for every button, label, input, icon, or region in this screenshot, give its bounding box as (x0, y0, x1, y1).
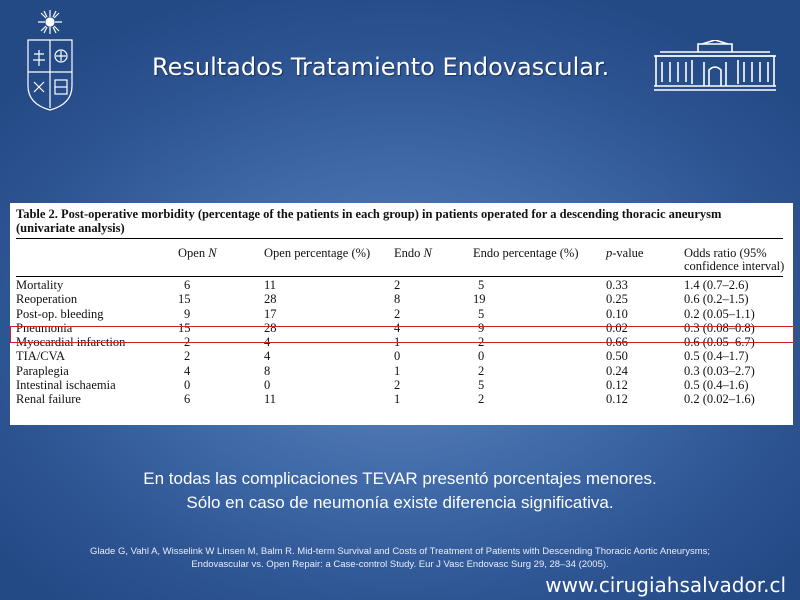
cell-odds-ratio: 0.3 (0.03–2.7) (684, 363, 755, 378)
table-row (16, 364, 787, 378)
header-open-n: Open N (178, 246, 217, 260)
cell-open-n: 15 (178, 320, 191, 335)
cell-open-pct: 11 (264, 392, 277, 407)
hospital-building-logo (652, 40, 778, 92)
header-odds-ratio: Odds ratio (95% confidence interval) (684, 246, 785, 273)
cell-open-pct: 8 (264, 363, 271, 378)
reference-citation (20, 545, 780, 571)
cell-endo-pct: 2 (478, 392, 485, 407)
summary-line-1: En todas las complicaciones TEVAR presentó porcentajes menores. (143, 469, 657, 488)
cell-p-value: 0.24 (606, 363, 628, 378)
cell-open-pct: 28 (264, 320, 277, 335)
cell-endo-n: 1 (394, 335, 401, 350)
table-caption: Table 2. Post-operative morbidity (percentage of the patients in each group) in patients operated for a descending thoracic aneurysm (univariate analysis) (16, 207, 783, 239)
cell-odds-ratio: 0.3 (0.08–0.8) (684, 320, 755, 335)
header-endo-percentage: Endo percentage (%) (473, 246, 579, 260)
row-label: Paraplegia (16, 363, 69, 378)
cell-open-n: 2 (184, 335, 191, 350)
cell-p-value: 0.02 (606, 320, 628, 335)
cell-open-pct: 17 (264, 306, 277, 321)
cell-endo-n: 2 (394, 278, 401, 292)
cell-endo-pct: 5 (478, 378, 485, 393)
row-label: Post-op. bleeding (16, 306, 104, 321)
table-row (16, 349, 787, 363)
cell-odds-ratio: 1.4 (0.7–2.6) (684, 278, 749, 292)
pneumonia-highlight-box (10, 326, 794, 343)
cell-odds-ratio: 0.5 (0.4–1.6) (684, 378, 749, 393)
table-row (16, 378, 787, 392)
cell-odds-ratio: 0.2 (0.05–1.1) (684, 306, 755, 321)
cell-open-pct: 0 (264, 378, 271, 393)
cell-p-value: 0.25 (606, 292, 628, 307)
cell-open-pct: 28 (264, 292, 277, 307)
cell-endo-pct: 19 (473, 292, 486, 307)
cell-endo-pct: 2 (478, 363, 485, 378)
university-crest-logo (22, 8, 78, 112)
table-row (16, 307, 787, 321)
slide-title: Resultados Tratamiento Endovascular. (152, 53, 610, 81)
table-row (16, 292, 787, 306)
cell-endo-pct: 2 (478, 335, 485, 350)
website-url: www.cirugiahsalvador.cl (545, 573, 786, 597)
cell-p-value: 0.12 (606, 378, 628, 393)
cell-open-pct: 4 (264, 335, 271, 350)
cell-endo-n: 2 (394, 378, 401, 393)
row-label: TIA/CVA (16, 349, 66, 364)
cell-p-value: 0.50 (606, 349, 628, 364)
cell-open-n: 6 (184, 392, 191, 407)
cell-endo-n: 1 (394, 392, 401, 407)
cell-open-pct: 11 (264, 278, 277, 292)
cell-endo-n: 4 (394, 320, 401, 335)
cell-odds-ratio: 0.5 (0.4–1.7) (684, 349, 749, 364)
table-row (16, 392, 787, 406)
row-label: Reoperation (16, 292, 78, 307)
cell-open-n: 4 (184, 363, 191, 378)
cell-endo-n: 8 (394, 292, 401, 307)
cell-endo-pct: 5 (478, 278, 485, 292)
reference-line-2: Endovascular vs. Open Repair: a Case-control Study. Eur J Vasc Endovasc Surg 29, 28–34 (2005). (191, 559, 609, 570)
header-open-percentage: Open percentage (%) (264, 246, 371, 260)
cell-endo-n: 1 (394, 363, 401, 378)
row-label: Mortality (16, 278, 64, 292)
cell-open-n: 0 (184, 378, 191, 393)
cell-odds-ratio: 0.2 (0.02–1.6) (684, 392, 755, 407)
header-endo-n: Endo N (394, 246, 432, 260)
morbidity-table (10, 203, 793, 425)
cell-p-value: 0.12 (606, 392, 628, 407)
cell-open-n: 9 (184, 306, 191, 321)
cell-endo-pct: 0 (478, 349, 485, 364)
cell-open-n: 6 (184, 278, 191, 292)
row-label: Renal failure (16, 392, 81, 407)
reference-line-1: Glade G, Vahl A, Wisselink W Linsen M, Balm R. Mid-term Survival and Costs of Treatment of Patients with Descending Thoracic Aortic Aneurysms; (89, 546, 711, 557)
cell-endo-n: 2 (394, 306, 401, 321)
cell-open-n: 2 (184, 349, 191, 364)
cell-p-value: 0.10 (606, 306, 628, 321)
cell-open-n: 15 (178, 292, 191, 307)
summary-line-2: Sólo en caso de neumonía existe diferencia significativa. (186, 493, 614, 512)
cell-odds-ratio: 0.6 (0.2–1.5) (684, 292, 749, 307)
cell-endo-pct: 9 (478, 320, 485, 335)
cell-endo-n: 0 (394, 349, 401, 364)
row-label: Pneumonia (16, 320, 73, 335)
table-row (16, 278, 787, 292)
cell-p-value: 0.66 (606, 335, 628, 350)
header-p-value: p-value (606, 246, 644, 260)
cell-odds-ratio: 0.6 (0.05–6.7) (684, 335, 755, 350)
cell-p-value: 0.33 (606, 278, 628, 292)
row-label: Intestinal ischaemia (16, 378, 116, 393)
table-header-row (16, 244, 783, 277)
cell-open-pct: 4 (264, 349, 271, 364)
row-label: Myocardial infarction (16, 335, 126, 350)
cell-endo-pct: 5 (478, 306, 485, 321)
